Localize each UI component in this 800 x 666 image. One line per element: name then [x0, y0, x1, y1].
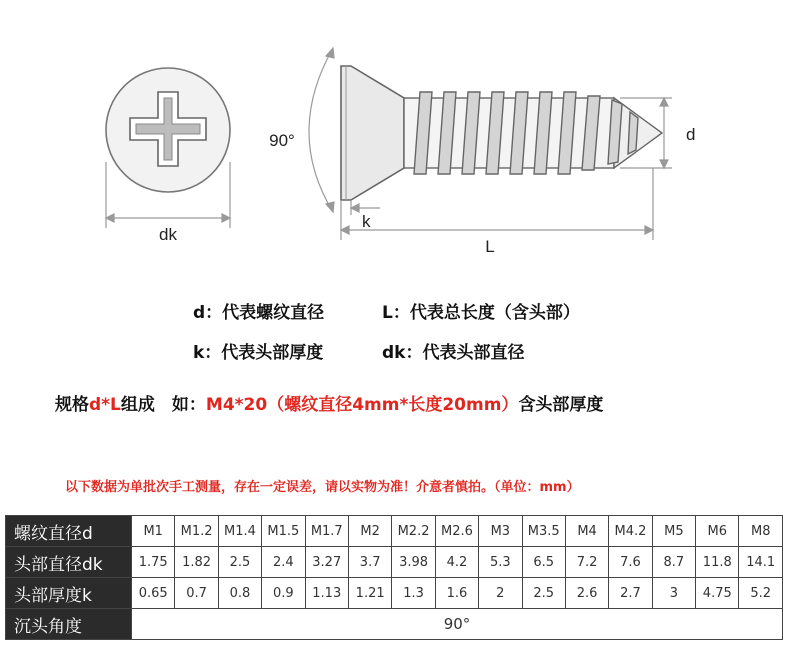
table-cell: 5.3 — [479, 547, 522, 578]
table-cell: 3.7 — [348, 547, 391, 578]
table-cell: M3 — [479, 516, 522, 547]
table-cell: M1.7 — [305, 516, 348, 547]
table-cell: 2.4 — [262, 547, 305, 578]
k-label: k — [362, 212, 371, 231]
table-cell: M2.2 — [392, 516, 435, 547]
table-row — [6, 516, 783, 547]
spec-suffix1: 组成 如： — [120, 395, 206, 415]
row-header: 螺纹直径d — [6, 516, 132, 547]
table-cell: M4.2 — [609, 516, 652, 547]
table-cell: 2.6 — [565, 578, 608, 609]
spec-suffix2: 含头部厚度 — [518, 395, 604, 415]
table-cell: 1.82 — [175, 547, 218, 578]
measurement-note: 以下数据为单批次手工测量，存在一定误差，请以实物为准！介意者慎拍。（单位：mm） — [65, 480, 580, 495]
legend-L: L：代表总长度（含头部） — [382, 303, 580, 323]
head-top-view — [106, 68, 230, 192]
table-cell: 6.5 — [522, 547, 565, 578]
legend-d: d：代表螺纹直径 — [193, 303, 325, 323]
table-cell: 1.75 — [132, 547, 175, 578]
row-header: 沉头角度 — [6, 609, 132, 640]
table-cell: M1.2 — [175, 516, 218, 547]
table-cell: M1.5 — [262, 516, 305, 547]
screw-side-view — [341, 66, 662, 200]
table-cell: M3.5 — [522, 516, 565, 547]
table-cell: M8 — [739, 516, 783, 547]
table-cell: M1 — [132, 516, 175, 547]
table-cell: 1.6 — [435, 578, 478, 609]
table-cell: 3.98 — [392, 547, 435, 578]
table-cell: M1.4 — [218, 516, 261, 547]
table-cell: 14.1 — [739, 547, 783, 578]
row-header: 头部直径dk — [6, 547, 132, 578]
angle-arc — [309, 48, 334, 212]
table-cell: M6 — [696, 516, 739, 547]
legend-dk: dk：代表头部直径 — [382, 343, 525, 363]
table-cell: 0.8 — [218, 578, 261, 609]
table-cell: 1.21 — [348, 578, 391, 609]
table-cell: 3.27 — [305, 547, 348, 578]
table-cell: 0.7 — [175, 578, 218, 609]
table-cell: M4 — [565, 516, 608, 547]
table-cell: 1.13 — [305, 578, 348, 609]
table-cell: 5.2 — [739, 578, 783, 609]
table-cell: 4.2 — [435, 547, 478, 578]
L-label: L — [485, 237, 495, 256]
d-label: d — [686, 125, 696, 144]
table-cell: 4.75 — [696, 578, 739, 609]
table-cell: 0.65 — [132, 578, 175, 609]
table-cell: 2.5 — [522, 578, 565, 609]
table-cell: M5 — [652, 516, 695, 547]
legend-k: k：代表头部厚度 — [193, 343, 324, 363]
angle-label: 90° — [269, 131, 295, 150]
spec-table — [5, 515, 783, 640]
dk-label: dk — [159, 225, 177, 244]
table-cell: 2 — [479, 578, 522, 609]
table-row — [6, 609, 783, 640]
spec-example: M4*20（螺纹直径4mm*长度20mm） — [205, 395, 519, 415]
table-cell: 1.3 — [392, 578, 435, 609]
table-row — [6, 547, 783, 578]
row-header: 头部厚度k — [6, 578, 132, 609]
table-cell: 0.9 — [262, 578, 305, 609]
table-cell: 7.6 — [609, 547, 652, 578]
k-dimension — [341, 200, 380, 240]
table-cell: 2.7 — [609, 578, 652, 609]
table-cell: 2.5 — [218, 547, 261, 578]
table-cell: 3 — [652, 578, 695, 609]
angle-value-cell: 90° — [132, 609, 783, 640]
spec-prefix: 规格 — [55, 395, 89, 415]
table-cell: 7.2 — [565, 547, 608, 578]
table-cell: 11.8 — [696, 547, 739, 578]
table-cell: M2 — [348, 516, 391, 547]
spec-table-body — [6, 516, 783, 640]
table-row — [6, 578, 783, 609]
spec-formula: d*L — [89, 395, 121, 415]
table-cell: M2.6 — [435, 516, 478, 547]
table-cell: 8.7 — [652, 547, 695, 578]
L-dimension — [341, 168, 653, 240]
screw-drawing — [0, 0, 800, 280]
spec-description — [55, 390, 603, 415]
